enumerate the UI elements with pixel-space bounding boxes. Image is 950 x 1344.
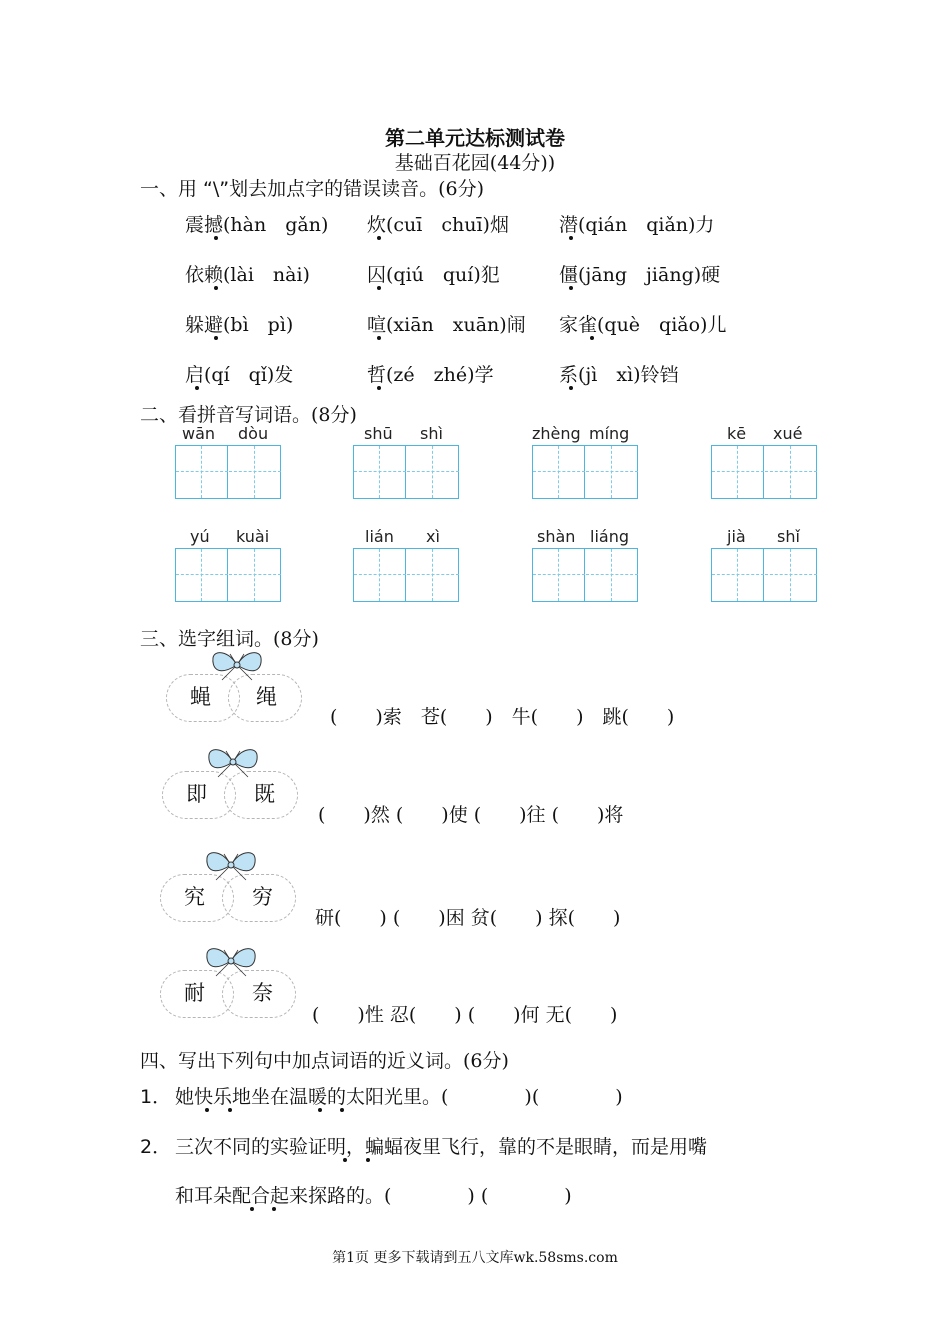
pinyin-item: 炊(cuī chuī)烟: [367, 214, 509, 236]
pinyin-label: shì: [420, 424, 443, 443]
option-char: 既: [254, 782, 275, 806]
page-subtitle: 基础百花园(44分)): [394, 152, 556, 174]
pinyin-label: shǐ: [777, 527, 800, 546]
page-title: 第二单元达标测试卷: [385, 126, 565, 150]
pinyin-item: 启(qí qǐ)发: [185, 364, 294, 386]
writing-grid[interactable]: [532, 445, 638, 499]
emphasis-dot: [250, 1207, 254, 1211]
writing-grid[interactable]: [175, 445, 281, 499]
option-char: 蝇: [190, 685, 211, 709]
pinyin-label: zhèng: [532, 424, 581, 443]
char-pair-card: [166, 648, 306, 738]
pinyin-label: wān: [182, 424, 216, 443]
emphasis-dot: [377, 336, 381, 340]
option-char: 穷: [252, 885, 273, 909]
option-char: 奈: [252, 981, 273, 1005]
emphasis-dot: [205, 1108, 209, 1112]
option-char: 耐: [184, 981, 205, 1005]
fill-line: ( )性 忍( ) ( )何 无( ): [312, 1004, 618, 1026]
section2-heading: 二、看拼音写词语。(8分): [140, 404, 357, 426]
pinyin-item: 震撼(hàn gǎn): [185, 214, 329, 236]
question-number: 2．: [140, 1136, 172, 1158]
question-text: 三次不同的实验证明，蝙蝠夜里飞行，靠的不是眼睛，而是用嘴: [175, 1136, 708, 1158]
emphasis-dot: [569, 286, 573, 290]
option-char: 即: [186, 782, 207, 806]
option-char: 绳: [256, 685, 277, 709]
emphasis-dot: [366, 1158, 370, 1162]
writing-grid[interactable]: [175, 548, 281, 602]
emphasis-dot: [272, 1207, 276, 1211]
emphasis-dot: [340, 1108, 344, 1112]
pinyin-label: shàn: [537, 527, 576, 546]
fill-line: ( )然 ( )使 ( )往 ( )将: [318, 804, 624, 826]
bow-icon: [206, 745, 260, 779]
pinyin-label: jià: [727, 527, 746, 546]
pinyin-item: 系(jì xì)铃铛: [559, 364, 679, 386]
emphasis-dot: [214, 336, 218, 340]
bow-icon: [204, 944, 258, 978]
pinyin-item: 僵(jāng jiāng)硬: [559, 264, 721, 286]
emphasis-dot: [228, 1108, 232, 1112]
pinyin-label: dòu: [238, 424, 269, 443]
emphasis-dot: [569, 236, 573, 240]
pinyin-item: 家雀(què qiǎo)儿: [559, 314, 727, 336]
pinyin-label: kuài: [236, 527, 270, 546]
pinyin-label: xué: [773, 424, 803, 443]
pinyin-item: 躲避(bì pì): [185, 314, 294, 336]
fill-line: ( )索 苍( ) 牛( ) 跳( ): [330, 706, 675, 728]
pinyin-item: 依赖(lài nài): [185, 264, 310, 286]
emphasis-dot: [343, 1158, 347, 1162]
emphasis-dot: [318, 1108, 322, 1112]
pinyin-label: liáng: [590, 527, 629, 546]
bow-icon: [210, 648, 264, 682]
pinyin-label: míng: [589, 424, 630, 443]
emphasis-dot: [214, 286, 218, 290]
fill-line: 研( ) ( )困 贫( ) 探( ): [315, 907, 621, 929]
writing-grid[interactable]: [711, 445, 817, 499]
question-text: 她快乐地坐在温暖的太阳光里。( )( ): [175, 1086, 623, 1108]
pinyin-label: lián: [365, 527, 394, 546]
emphasis-dot: [569, 386, 573, 390]
question-number: 1．: [140, 1086, 172, 1108]
char-pair-card: [160, 848, 300, 938]
pinyin-label: shū: [364, 424, 393, 443]
section3-heading: 三、选字组词。(8分): [140, 628, 319, 650]
char-pair-card: [162, 745, 302, 835]
writing-grid[interactable]: [353, 445, 459, 499]
writing-grid[interactable]: [353, 548, 459, 602]
emphasis-dot: [590, 336, 594, 340]
pinyin-item: 潜(qián qiǎn)力: [559, 214, 715, 236]
emphasis-dot: [377, 386, 381, 390]
char-pair-card: [160, 944, 300, 1034]
pinyin-label: xì: [426, 527, 440, 546]
writing-grid[interactable]: [532, 548, 638, 602]
pinyin-label: kē: [727, 424, 747, 443]
section1-heading: 一、用 “\”划去加点字的错误读音。(6分): [140, 178, 485, 200]
bow-icon: [204, 848, 258, 882]
pinyin-item: 哲(zé zhé)学: [367, 364, 494, 386]
emphasis-dot: [377, 236, 381, 240]
emphasis-dot: [214, 236, 218, 240]
option-char: 究: [184, 885, 205, 909]
page-footer: 第1页 更多下载请到五八文库wk.58sms.com: [332, 1250, 618, 1266]
pinyin-item: 喧(xiān xuān)闹: [367, 314, 526, 336]
emphasis-dot: [377, 286, 381, 290]
writing-grid[interactable]: [711, 548, 817, 602]
pinyin-label: yú: [190, 527, 210, 546]
section4-heading: 四、写出下列句中加点词语的近义词。(6分): [140, 1050, 509, 1072]
question-text: 和耳朵配合起来探路的。( ) ( ): [175, 1185, 572, 1207]
pinyin-item: 囚(qiú quí)犯: [367, 264, 500, 286]
emphasis-dot: [195, 386, 199, 390]
